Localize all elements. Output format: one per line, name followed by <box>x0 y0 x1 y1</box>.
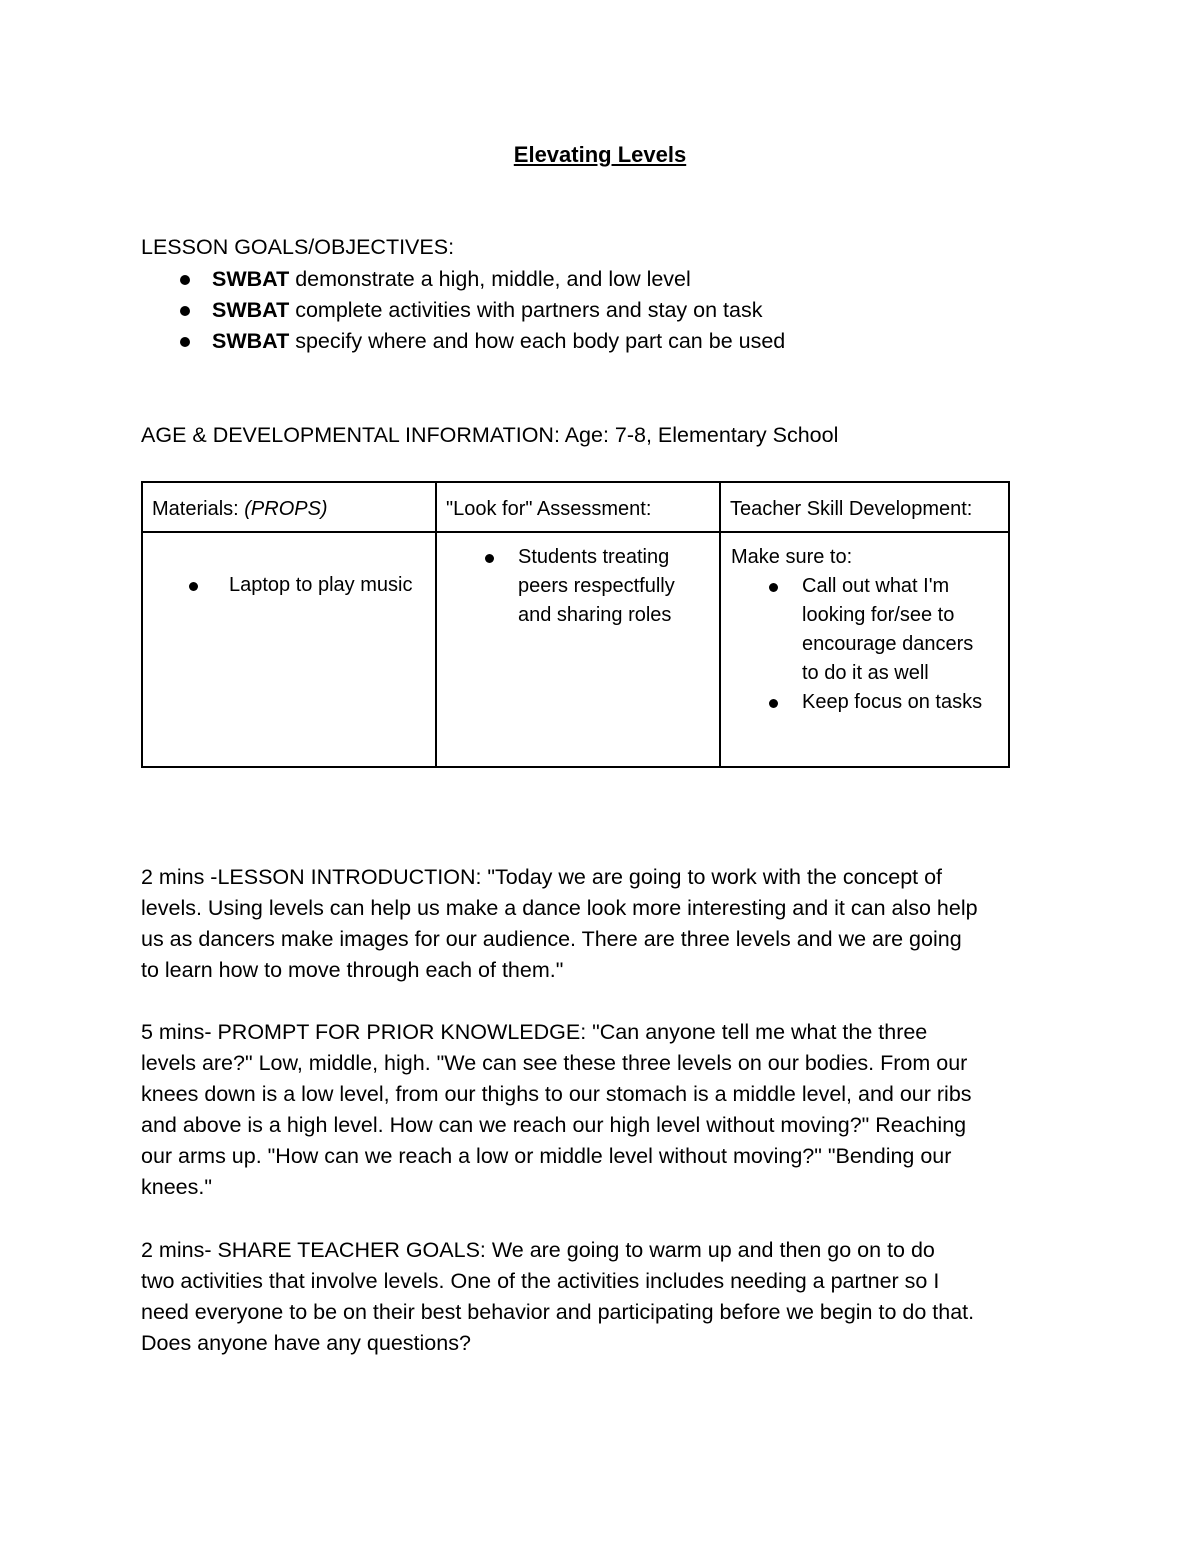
lesson-introduction: 2 mins -LESSON INTRODUCTION: "Today we are going to work with the concept of levels. Using levels can help us make a dance look more interesting and it can also help us as dancers make images for our audience. There are three levels and we are going to learn how to move through each of them." <box>141 865 978 982</box>
teacher-goals: 2 mins- SHARE TEACHER GOALS: We are going to warm up and then go on to do two activities that involve levels. One of the activities includes needing a partner so I need everyone to be on their best behavior and participating before we begin to do that. Does anyone have any questions? <box>141 1238 975 1355</box>
props-label: (PROPS) <box>244 498 328 520</box>
teacher-item: Keep focus on tasks <box>731 688 1008 717</box>
goal-text: specify where and how each body part can be used <box>289 329 786 353</box>
bullet-icon <box>189 582 198 591</box>
goal-item <box>141 295 785 326</box>
teacher-header: Teacher Skill Development: <box>720 482 1009 532</box>
teacher-cell <box>720 532 1009 767</box>
bullet-icon <box>485 554 494 563</box>
table-body-row <box>142 532 1009 767</box>
lookfor-cell <box>436 532 720 767</box>
document-title: Elevating Levels <box>513 142 687 167</box>
goals-list <box>141 264 785 357</box>
bullet-icon <box>180 306 190 316</box>
age-info: AGE & DEVELOPMENTAL INFORMATION: Age: 7-8, Elementary School <box>141 423 839 447</box>
lookfor-line: and sharing roles <box>518 604 672 626</box>
goal-keyword: SWBAT <box>212 329 290 353</box>
bullet-icon <box>180 337 190 347</box>
goal-item <box>141 326 785 357</box>
bullet-icon <box>180 275 190 285</box>
goal-text: demonstrate a high, middle, and low level <box>289 267 691 291</box>
bullet-icon <box>769 583 778 592</box>
teacher-intro: Make sure to: <box>731 546 853 568</box>
lesson-table <box>141 481 1010 768</box>
goals-heading: LESSON GOALS/OBJECTIVES: <box>141 235 455 259</box>
goal-text: complete activities with partners and stay on task <box>289 298 763 322</box>
table-header-row <box>142 482 1009 532</box>
goal-keyword: SWBAT <box>212 267 290 291</box>
prior-knowledge-prompt: 5 mins- PROMPT FOR PRIOR KNOWLEDGE: "Can anyone tell me what the three levels are?" Low, middle, high. "We can see these three levels on our bodies. From our knees down is a low level, from our thighs to our stomach is a middle level, and our ribs and above is a high level. How can we reach our high level without moving?" Reaching our arms up. "How can we reach a low or middle level without moving?" "Bending our knees." <box>141 1020 972 1199</box>
lookfor-header: "Look for" Assessment: <box>436 482 720 532</box>
teacher-item: Call out what I'm looking for/see to encourage dancers to do it as well <box>731 572 1008 688</box>
materials-header: Materials: (PROPS) <box>142 482 436 532</box>
materials-cell <box>142 532 436 767</box>
lookfor-line: Students treating <box>518 546 670 568</box>
lookfor-line: peers respectfully <box>518 575 675 597</box>
bullet-icon <box>769 699 778 708</box>
goal-item <box>141 264 785 295</box>
goal-keyword: SWBAT <box>212 298 290 322</box>
material-item: Laptop to play music <box>229 574 413 596</box>
